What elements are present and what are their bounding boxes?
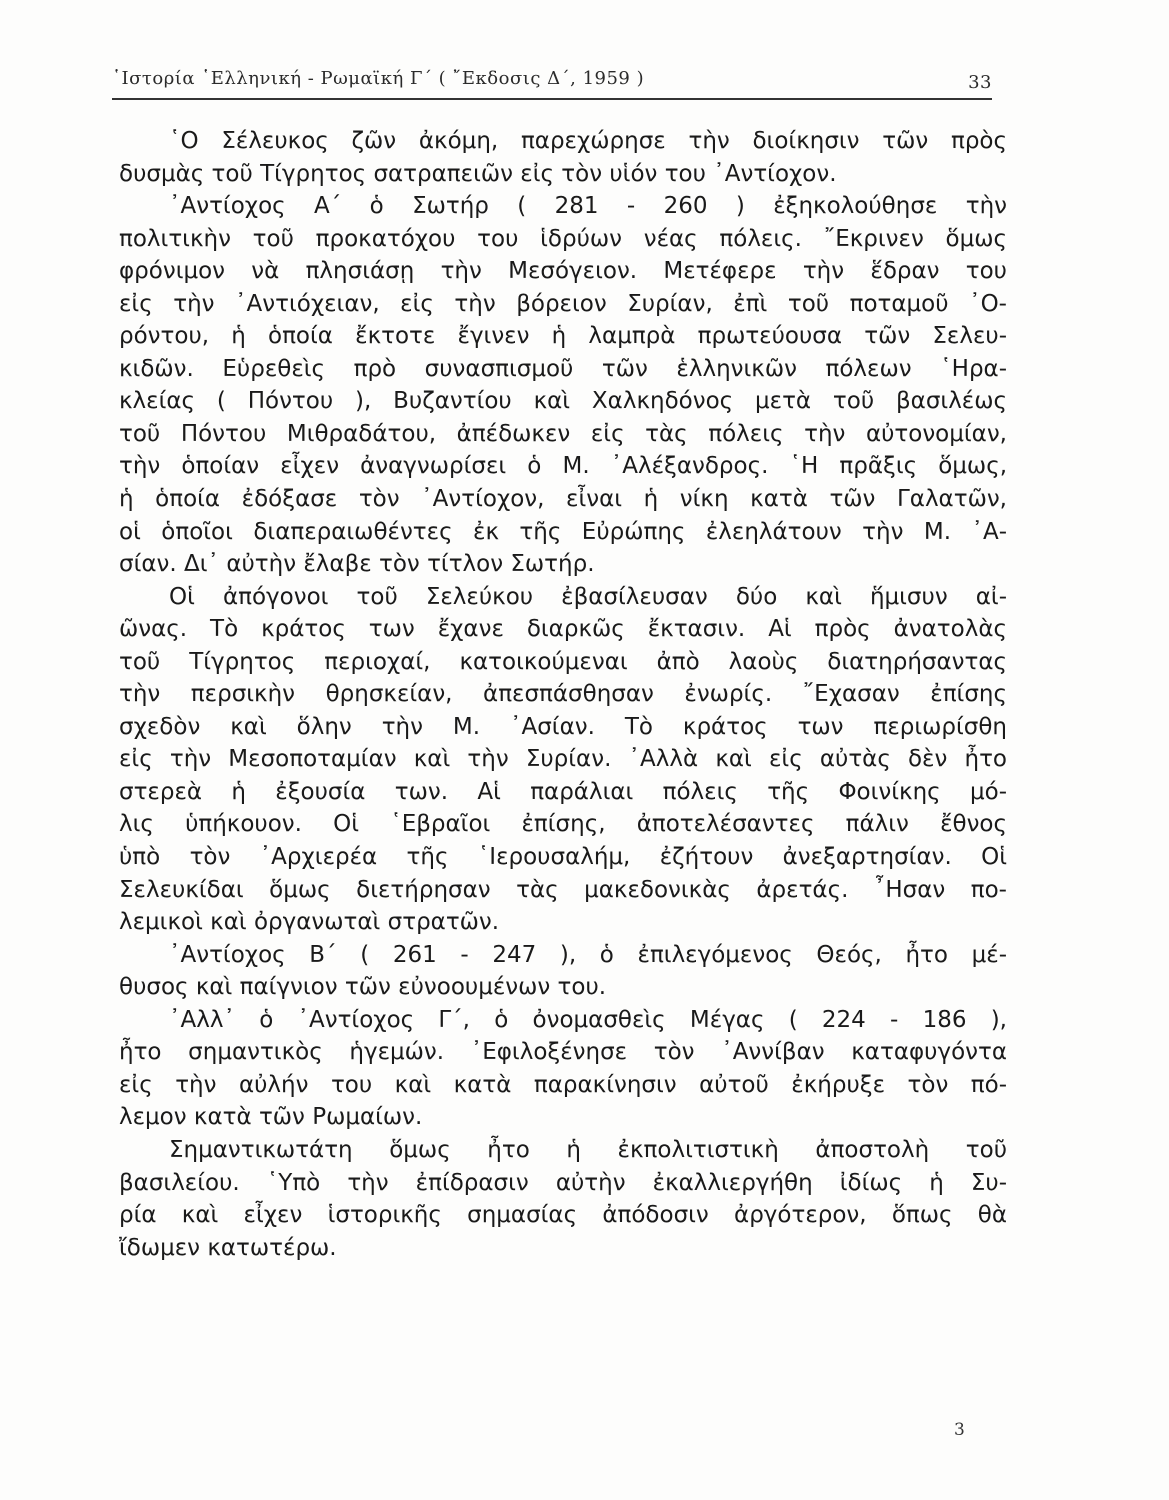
text-line: τὴν ὁποίαν εἶχεν ἀναγνωρίσει ὁ Μ. ᾿Αλέξανδρος. ῾Η πρᾶξις ὅμως, [119, 453, 1007, 480]
text-line: κιδῶν. Εὑρεθεὶς πρὸ συνασπισμοῦ τῶν ἑλληνικῶν πόλεων ῾Ηρα- [119, 355, 1007, 382]
text-line: κλείας ( Πόντου ), Βυζαντίου καὶ Χαλκηδόνος μετὰ τοῦ βασιλέως [119, 388, 1007, 415]
text-line: οἱ ὁποῖοι διαπεραιωθέντες ἐκ τῆς Εὐρώπης ἐλεηλάτουν τὴν Μ. ᾿Α- [119, 518, 1007, 545]
text-line: σίαν. Δι᾿ αὐτὴν ἔλαβε τὸν τίτλον Σωτήρ. [119, 551, 595, 578]
text-line: εἰς τὴν ᾿Αντιόχειαν, εἰς τὴν βόρειον Συρίαν, ἐπὶ τοῦ ποταμοῦ ᾿Ο- [119, 290, 1007, 317]
text-line: ρόντου, ἡ ὁποία ἔκτοτε ἔγινεν ἡ λαμπρὰ πρωτεύουσα τῶν Σελευ- [119, 323, 1007, 350]
text-line: τὴν περσικὴν θρησκείαν, ἀπεσπάσθησαν ἐνωρίς. ῎Εχασαν ἐπίσης [119, 681, 1007, 708]
text-line: ᾿Αντίοχος Α΄ ὁ Σωτήρ ( 281 - 260 ) ἐξηκολούθησε τὴν [169, 193, 1007, 220]
text-line: εἰς τὴν αὐλήν του καὶ κατὰ παρακίνησιν αὐτοῦ ἐκήρυξε τὸν πό- [119, 1071, 1007, 1098]
text-line: ἦτο σημαντικὸς ἡγεμών. ᾿Εφιλοξένησε τὸν ᾿Αννίβαν καταφυγόντα [119, 1039, 1007, 1066]
body-text [119, 125, 1007, 1264]
text-line: ρία καὶ εἶχεν ἱστορικῆς σημασίας ἀπόδοσιν ἀργότερον, ὅπως θὰ [119, 1202, 1007, 1229]
text-line: Οἱ ἀπόγονοι τοῦ Σελεύκου ἐβασίλευσαν δύο καὶ ἥμισυν αἰ- [169, 583, 1007, 610]
text-line: λις ὑπήκουον. Οἱ ῾Εβραῖοι ἐπίσης, ἀποτελέσαντες πάλιν ἔθνος [119, 811, 1007, 838]
text-line: σχεδὸν καὶ ὅλην τὴν Μ. ᾿Ασίαν. Τὸ κράτος των περιωρίσθη [119, 713, 1007, 740]
text-line: θυσος καὶ παίγνιον τῶν εὐνοουμένων του. [119, 974, 607, 1001]
running-head-title: ῾Ιστορία ῾Ελληνική - Ρωμαϊκή Γ΄ ( ῎Εκδοσις Δ΄, 1959 ) [112, 68, 645, 89]
text-line: ῾Ο Σέλευκος ζῶν ἀκόμη, παρεχώρησε τὴν διοίκησιν τῶν πρὸς [169, 128, 1007, 154]
text-line: Σελευκίδαι ὅμως διετήρησαν τὰς μακεδονικὰς ἀρετάς. ῏Ησαν πο- [119, 876, 1007, 903]
running-head [112, 62, 992, 96]
header-rule [112, 98, 992, 100]
text-line: εἰς τὴν Μεσοποταμίαν καὶ τὴν Συρίαν. ᾿Αλλὰ καὶ εἰς αὐτὰς δὲν ἦτο [119, 746, 1007, 773]
text-line: λεμον κατὰ τῶν Ρωμαίων. [119, 1104, 423, 1131]
signature-mark: 3 [954, 1420, 965, 1440]
text-line: ᾿Αλλ᾿ ὁ ᾿Αντίοχος Γ΄, ὁ ὀνομασθεὶς Μέγας ( 224 - 186 ), [169, 1006, 1007, 1033]
text-line: τοῦ Τίγρητος περιοχαί, κατοικούμεναι ἀπὸ λαοὺς διατηρήσαντας [119, 648, 1007, 675]
text-line: ἡ ὁποία ἐδόξασε τὸν ᾿Αντίοχον, εἶναι ἡ νίκη κατὰ τῶν Γαλατῶν, [119, 486, 1007, 513]
text-line: ἴδωμεν κατωτέρω. [119, 1234, 337, 1261]
text-line: βασιλείου. ῾Υπὸ τὴν ἐπίδρασιν αὐτὴν ἐκαλλιεργήθη ἰδίως ἡ Συ- [119, 1169, 1007, 1196]
text-line: πολιτικὴν τοῦ προκατόχου του ἱδρύων νέας πόλεις. ῎Εκρινεν ὅμως [119, 225, 1007, 252]
text-line: ῶνας. Τὸ κράτος των ἔχανε διαρκῶς ἔκτασιν. Αἱ πρὸς ἀνατολὰς [119, 616, 1007, 643]
page-number: 33 [968, 72, 992, 93]
text-line: Σημαντικωτάτη ὅμως ἦτο ἡ ἐκπολιτιστικὴ ἀποστολὴ τοῦ [169, 1136, 1007, 1163]
text-line: ᾿Αντίοχος Β΄ ( 261 - 247 ), ὁ ἐπιλεγόμενος Θεός, ἦτο μέ- [169, 941, 1007, 968]
text-line: φρόνιμον νὰ πλησιάσῃ τὴν Μεσόγειον. Μετέφερε τὴν ἕδραν του [119, 258, 1007, 285]
text-line: στερεὰ ἡ ἐξουσία των. Αἱ παράλιαι πόλεις τῆς Φοινίκης μό- [119, 778, 1007, 805]
text-line: δυσμὰς τοῦ Τίγρητος σατραπειῶν εἰς τὸν υἱόν του ᾿Αντίοχον. [119, 160, 837, 187]
text-line: λεμικοὶ καὶ ὀργανωταὶ στρατῶν. [119, 909, 500, 936]
text-line: ὑπὸ τὸν ᾿Αρχιερέα τῆς ῾Ιερουσαλήμ, ἐζήτουν ἀνεξαρτησίαν. Οἱ [119, 844, 1007, 871]
text-line: τοῦ Πόντου Μιθραδάτου, ἀπέδωκεν εἰς τὰς πόλεις τὴν αὐτονομίαν, [119, 420, 1007, 447]
